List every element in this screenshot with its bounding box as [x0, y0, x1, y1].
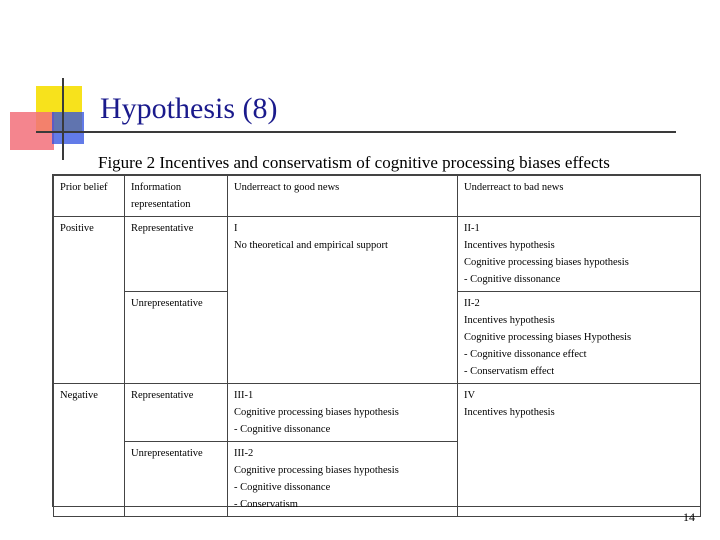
decor-blue-square: [52, 112, 84, 144]
row-label-representative: Representative: [125, 217, 228, 292]
page-number: 14: [683, 510, 695, 524]
cell-III-1: III-1 Cognitive processing biases hypothesis - Cognitive dissonance: [228, 384, 458, 442]
decor-vertical-line: [62, 78, 64, 160]
table-row: [54, 217, 701, 292]
table-row: [54, 384, 701, 442]
hypothesis-table: [52, 174, 701, 510]
row-label-negative: Negative: [54, 384, 125, 517]
cell-II-1: II-1 Incentives hypothesis Cognitive processing biases hypothesis - Cognitive dissonance: [458, 217, 701, 292]
table-header-row: [54, 176, 701, 217]
header-information-representation: Information representation: [125, 176, 228, 217]
header-prior-belief: Prior belief: [54, 176, 125, 217]
row-label-unrepresentative: Unrepresentative: [125, 442, 228, 517]
cell-III-2: III-2 Cognitive processing biases hypothesis - Cognitive dissonance - Conservatism: [228, 442, 458, 517]
header-good-news: Underreact to good news: [228, 176, 458, 217]
cell-IV: IV Incentives hypothesis: [458, 384, 701, 517]
figure-caption: Figure 2 Incentives and conservatism of cognitive processing biases effects: [98, 153, 610, 172]
cell-II-2: II-2 Incentives hypothesis Cognitive processing biases Hypothesis - Cognitive dissonance effect - Conservatism effect: [458, 292, 701, 384]
decor-horizontal-line: [36, 131, 676, 133]
row-label-unrepresentative: Unrepresentative: [125, 292, 228, 384]
cell-I: I No theoretical and empirical support: [228, 217, 458, 384]
header-bad-news: Underreact to bad news: [458, 176, 701, 217]
slide-title: Hypothesis (8): [100, 92, 278, 125]
row-label-positive: Positive: [54, 217, 125, 384]
row-label-representative: Representative: [125, 384, 228, 442]
